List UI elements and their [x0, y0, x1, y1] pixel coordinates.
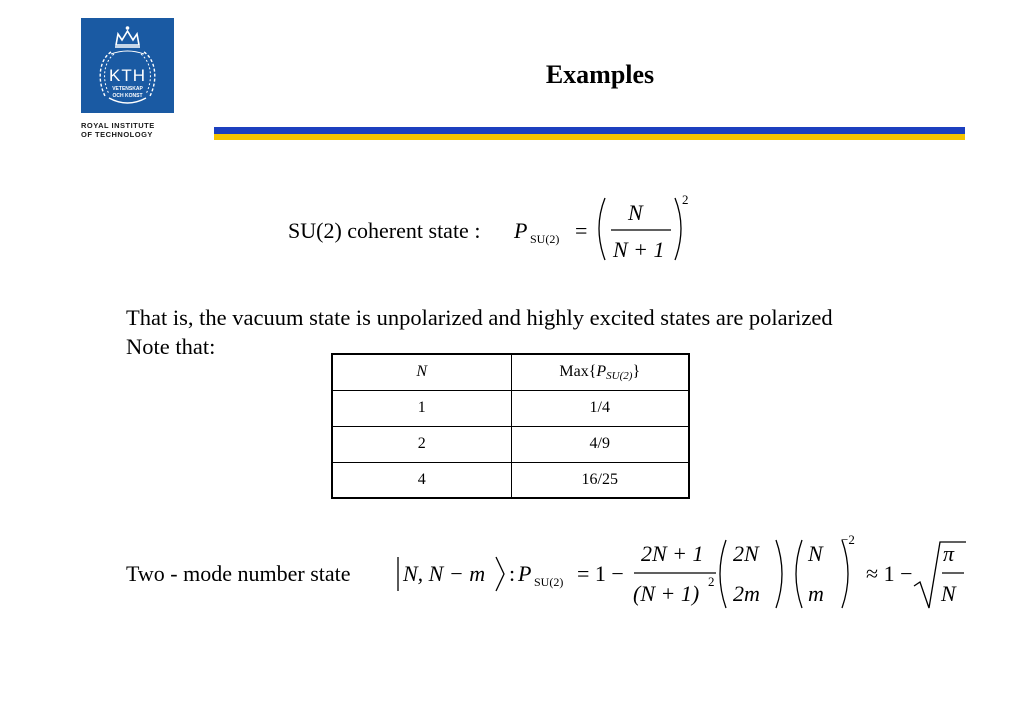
eq2-frac-num: 2N + 1: [641, 541, 704, 566]
paragraph-line2: Note that:: [126, 334, 216, 359]
header-bar-blue: [214, 127, 965, 134]
header-max: Max{PSU(2)}: [511, 354, 689, 390]
eq2-colon: :: [509, 561, 516, 586]
cell-max: 16/25: [511, 462, 689, 498]
eq2-ket: N, N − m: [403, 561, 486, 586]
eq1-p-sub: SU(2): [530, 232, 560, 246]
logo-main-text: KTH: [109, 66, 146, 85]
eq2-binom2-top: N: [808, 541, 823, 566]
table-row: [332, 390, 689, 426]
org-line2: OF TECHNOLOGY: [81, 129, 153, 139]
header-bar-yellow: [214, 134, 965, 140]
page-title: Examples: [545, 60, 655, 89]
cell-max: 4/9: [511, 426, 689, 462]
eq2-binom1-top: 2N: [733, 541, 759, 566]
eq2-p-sub: SU(2): [534, 575, 564, 589]
cell-max: 1/4: [511, 390, 689, 426]
table-header-row: [332, 354, 689, 390]
eq2-approx: ≈ 1 −: [866, 561, 913, 586]
eq2-sqrt-den: N: [941, 581, 956, 606]
eq1-numerator: N: [628, 200, 643, 225]
eq2-p: P: [518, 561, 532, 586]
eq2-binom2-bot: m: [808, 581, 824, 606]
table-row: [332, 462, 689, 498]
header-n: N: [332, 354, 511, 390]
eq1-p: P: [514, 218, 528, 243]
eq2-lhs: Two - mode number state: [126, 561, 351, 586]
logo-sub-line2: OCH KONST: [112, 93, 143, 99]
eq2-sqrt-num: π: [943, 541, 955, 566]
eq1-exponent: 2: [682, 192, 689, 207]
paragraph-line1: That is, the vacuum state is unpolarized and highly excited states are polarized: [126, 305, 833, 330]
kth-logo: [81, 18, 174, 113]
eq2-frac-den-exp: 2: [708, 574, 715, 589]
eq2-binom-exp: −2: [841, 532, 855, 547]
max-p-table: [331, 353, 690, 499]
eq2-eq-one-minus: = 1 −: [577, 561, 624, 586]
cell-n: 2: [332, 426, 511, 462]
logo-sub-line1: VETENSKAP: [112, 86, 143, 92]
eq1-equals: =: [575, 218, 588, 243]
eq1-lhs: SU(2) coherent state :: [288, 218, 481, 243]
table-row: [332, 426, 689, 462]
eq1-denominator: N + 1: [613, 237, 665, 262]
org-name: [81, 122, 181, 139]
cell-n: 1: [332, 390, 511, 426]
cell-n: 4: [332, 462, 511, 498]
eq2-binom1-bot: 2m: [733, 581, 760, 606]
org-line1: ROYAL INSTITUTE: [81, 121, 155, 130]
eq2-frac-den: (N + 1): [633, 581, 700, 606]
